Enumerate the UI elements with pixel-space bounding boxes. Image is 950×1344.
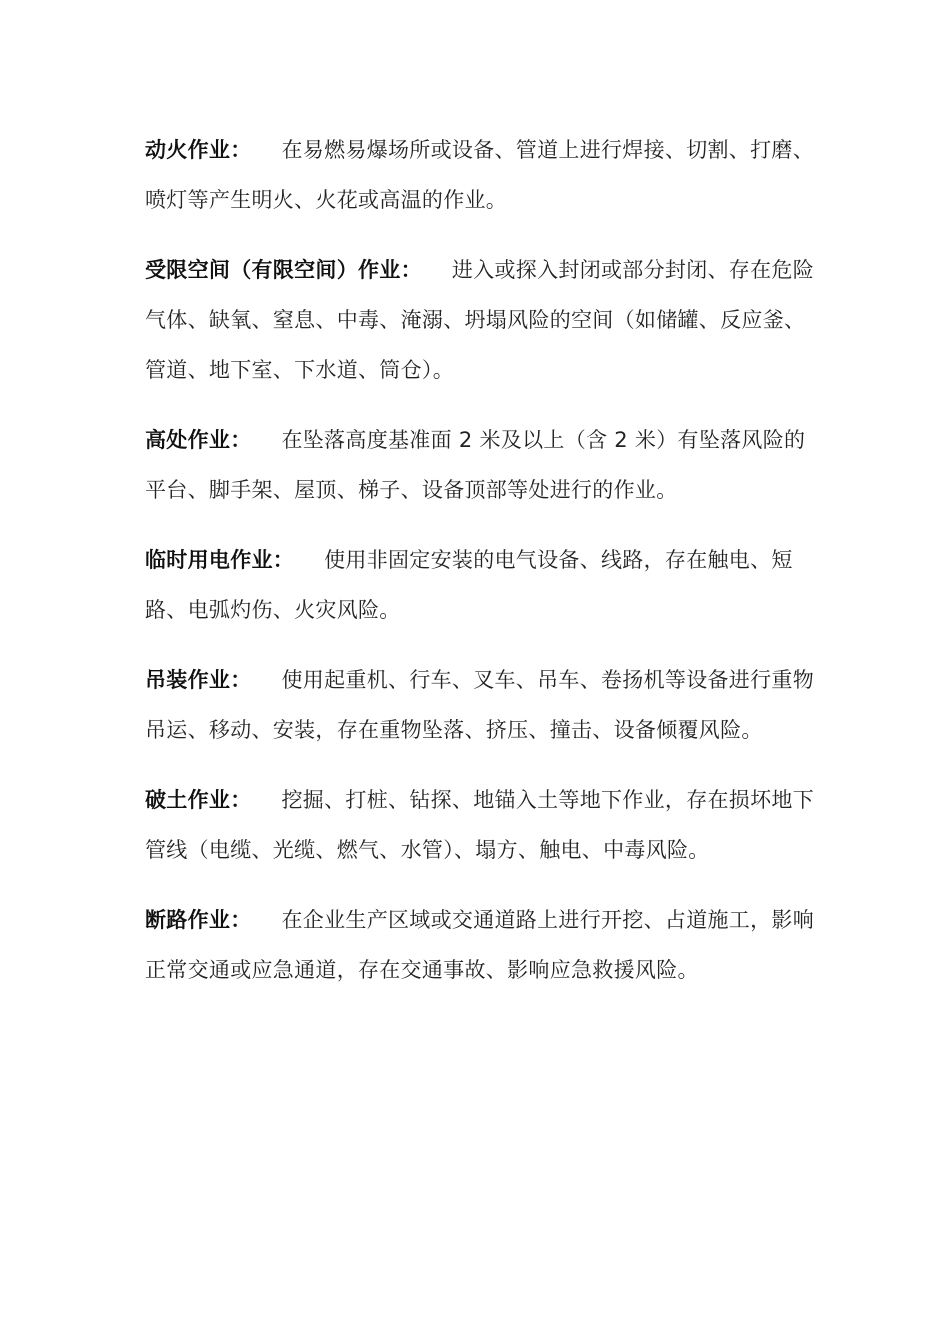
term-description: 在易燃易爆场所或设备、管道上进行焊接、切割、打磨、喷灯等产生明火、火花或高温的作业。 <box>145 138 814 212</box>
definition-confined-space-work <box>145 245 825 395</box>
definition-excavation-work <box>145 775 825 875</box>
term-description: 挖掘、打桩、钻探、地锚入土等地下作业，存在损坏地下管线（电缆、光缆、燃气、水管）、塌方、触电、中毒风险。 <box>145 788 814 862</box>
term-label: 临时用电作业： <box>145 548 295 572</box>
term-description: 使用起重机、行车、叉车、吊车、卷扬机等设备进行重物吊运、移动、安装，存在重物坠落、挤压、撞击、设备倾覆风险。 <box>145 668 814 742</box>
term-label: 高处作业： <box>145 428 252 452</box>
definition-hot-work <box>145 125 825 225</box>
term-description: 在企业生产区域或交通道路上进行开挖、占道施工，影响正常交通或应急通道，存在交通事故、影响应急救援风险。 <box>145 908 814 982</box>
definition-road-closure-work <box>145 895 825 995</box>
term-description: 使用非固定安装的电气设备、线路，存在触电、短路、电弧灼伤、火灾风险。 <box>145 548 793 622</box>
term-label: 断路作业： <box>145 908 252 932</box>
definition-temporary-electrical-work <box>145 535 825 635</box>
term-label: 动火作业： <box>145 138 252 162</box>
term-description: 在坠落高度基准面 2 米及以上（含 2 米）有坠落风险的平台、脚手架、屋顶、梯子、设备顶部等处进行的作业。 <box>145 428 806 502</box>
term-label: 受限空间（有限空间）作业： <box>145 258 422 282</box>
term-label: 吊装作业： <box>145 668 252 692</box>
definition-work-at-height <box>145 415 825 515</box>
term-label: 破土作业： <box>145 788 252 812</box>
document-page <box>145 125 825 1015</box>
definition-lifting-work <box>145 655 825 755</box>
term-description: 进入或探入封闭或部分封闭、存在危险气体、缺氧、窒息、中毒、淹溺、坍塌风险的空间（如储罐、反应釜、管道、地下室、下水道、筒仓）。 <box>145 258 815 382</box>
